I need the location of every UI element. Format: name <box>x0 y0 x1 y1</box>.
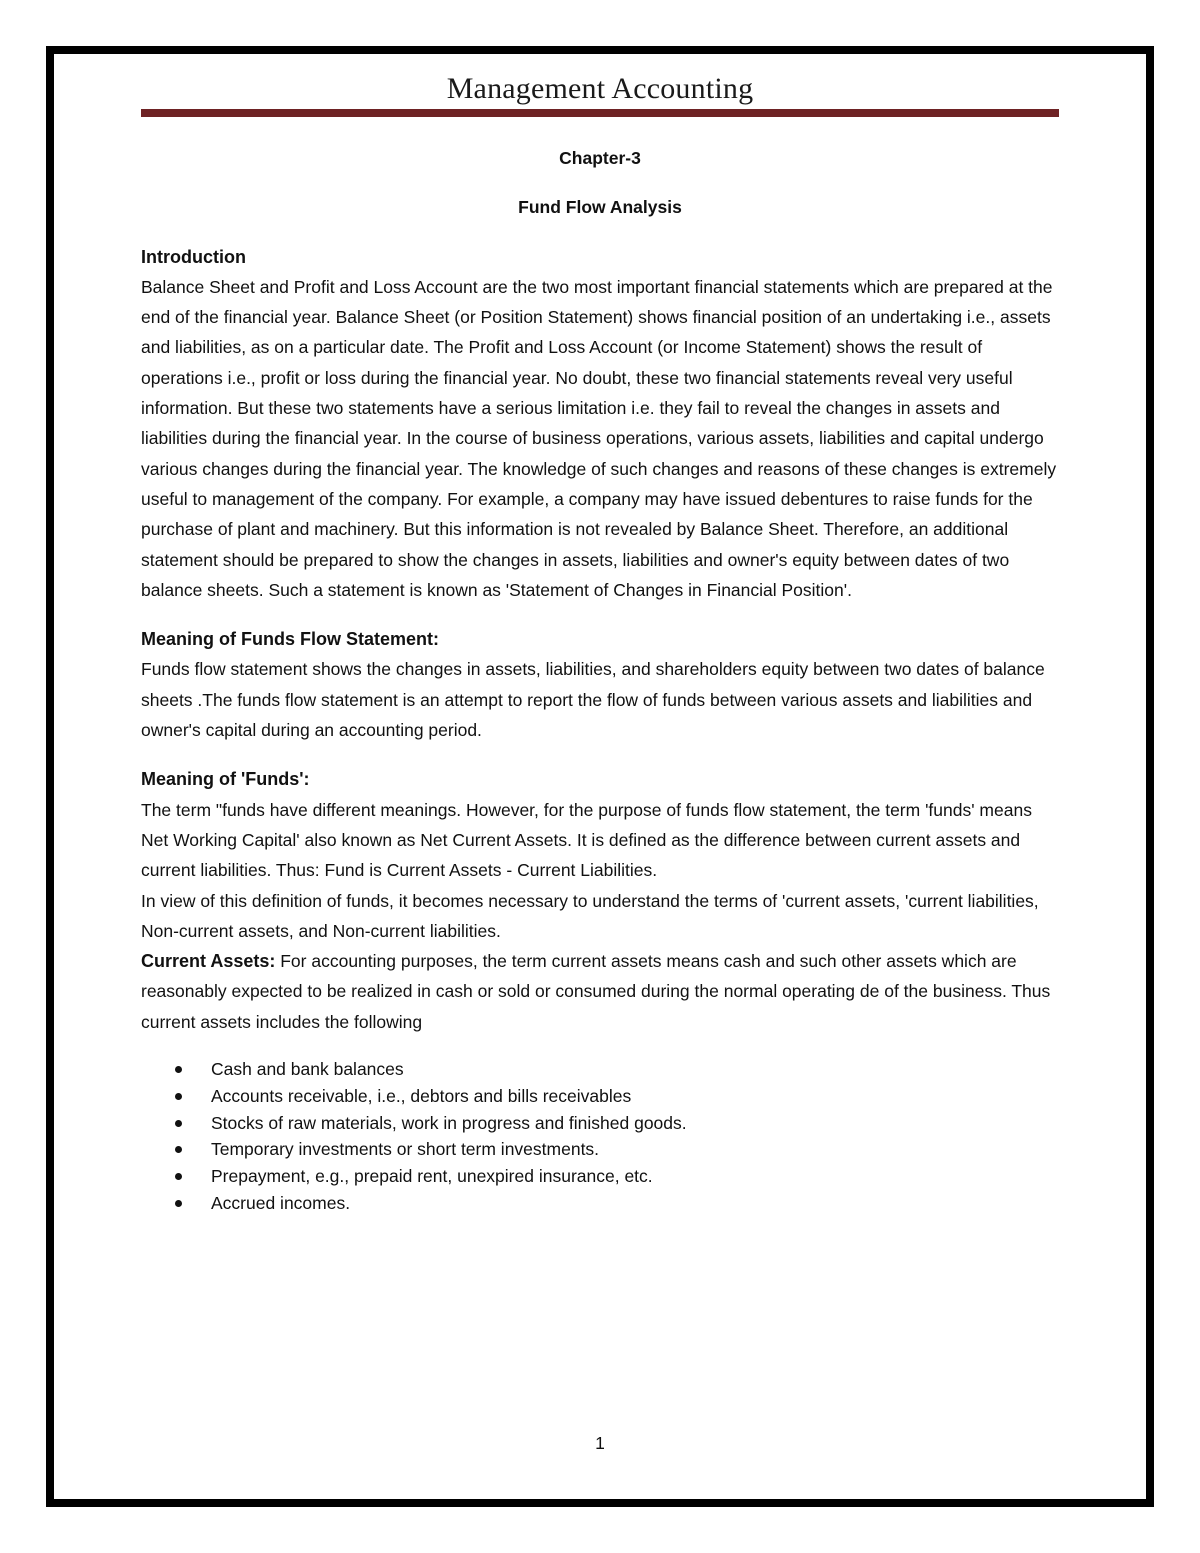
document-body <box>141 140 1059 1217</box>
funds-meaning-paragraph: The term "funds have different meanings. However, for the purpose of funds flow statement, the term 'funds' means Net Working Capital' also known as Net Current Assets. It is defined as the difference between current assets and current liabilities. Thus: Fund is Current Assets - Current Liabilities. <box>141 799 1032 881</box>
running-header-title: Management Accounting <box>446 72 754 105</box>
introduction-paragraph: Balance Sheet and Profit and Loss Account are the two most important financial statements which are prepared at the end of the financial year. Balance Sheet (or Position Statement) shows financial position of an undertaking i.e., assets and liabilities, as on a particular date. The Profit and Loss Account (or Income Statement) shows the result of operations i.e., profit or loss during the financial year. No doubt, these two financial statements reveal very useful information. But these two statements have a serious limitation i.e. they fail to reveal the changes in assets and liabilities during the financial year. In the course of business operations, various assets, liabilities and capital undergo various changes during the financial year. The knowledge of such changes and reasons of these changes is extremely useful to management of the company. For example, a company may have issued debentures to raise funds for the purchase of plant and machinery. But this information is not revealed by Balance Sheet. Therefore, an additional statement should be prepared to show the changes in assets, liabilities and owner's equity between dates of two balance sheets. Such a statement is known as 'Statement of Changes in Financial Position'. <box>141 276 1057 600</box>
list-item: Cash and bank balances <box>211 1056 1059 1083</box>
page-number: 1 <box>595 1433 605 1453</box>
current-assets-list <box>141 1056 1059 1217</box>
list-item: Accounts receivable, i.e., debtors and bills receivables <box>211 1083 1059 1110</box>
header-rule <box>141 109 1059 117</box>
introduction-heading: Introduction <box>141 246 246 267</box>
list-item: Temporary investments or short term investments. <box>211 1136 1059 1163</box>
current-assets-text: For accounting purposes, the term current assets means cash and such other assets which are reasonably expected to be realized in cash or sold or consumed during the normal operating de of the business. Thus current assets includes the following <box>141 951 1051 1032</box>
funds-meaning-heading: Meaning of 'Funds': <box>141 769 310 790</box>
funds-flow-statement-heading: Meaning of Funds Flow Statement: <box>141 629 439 650</box>
list-item: Accrued incomes. <box>211 1190 1059 1217</box>
current-assets-label: Current Assets: <box>141 951 276 972</box>
list-item: Prepayment, e.g., prepaid rent, unexpired insurance, etc. <box>211 1163 1059 1190</box>
list-item: Stocks of raw materials, work in progress and finished goods. <box>211 1110 1059 1137</box>
current-assets-paragraph <box>141 946 1059 1037</box>
funds-definition-paragraph: In view of this definition of funds, it becomes necessary to understand the terms of 'current assets, 'current liabilities, Non-current assets, and Non-current liabilities. <box>141 890 1039 941</box>
chapter-number: Chapter-3 <box>559 148 641 168</box>
funds-flow-statement-paragraph: Funds flow statement shows the changes in assets, liabilities, and shareholders equity between two dates of balance sheets .The funds flow statement is an attempt to report the flow of funds between various assets and liabilities and owner's capital during an accounting period. <box>141 659 1045 741</box>
chapter-title: Fund Flow Analysis <box>518 197 682 218</box>
